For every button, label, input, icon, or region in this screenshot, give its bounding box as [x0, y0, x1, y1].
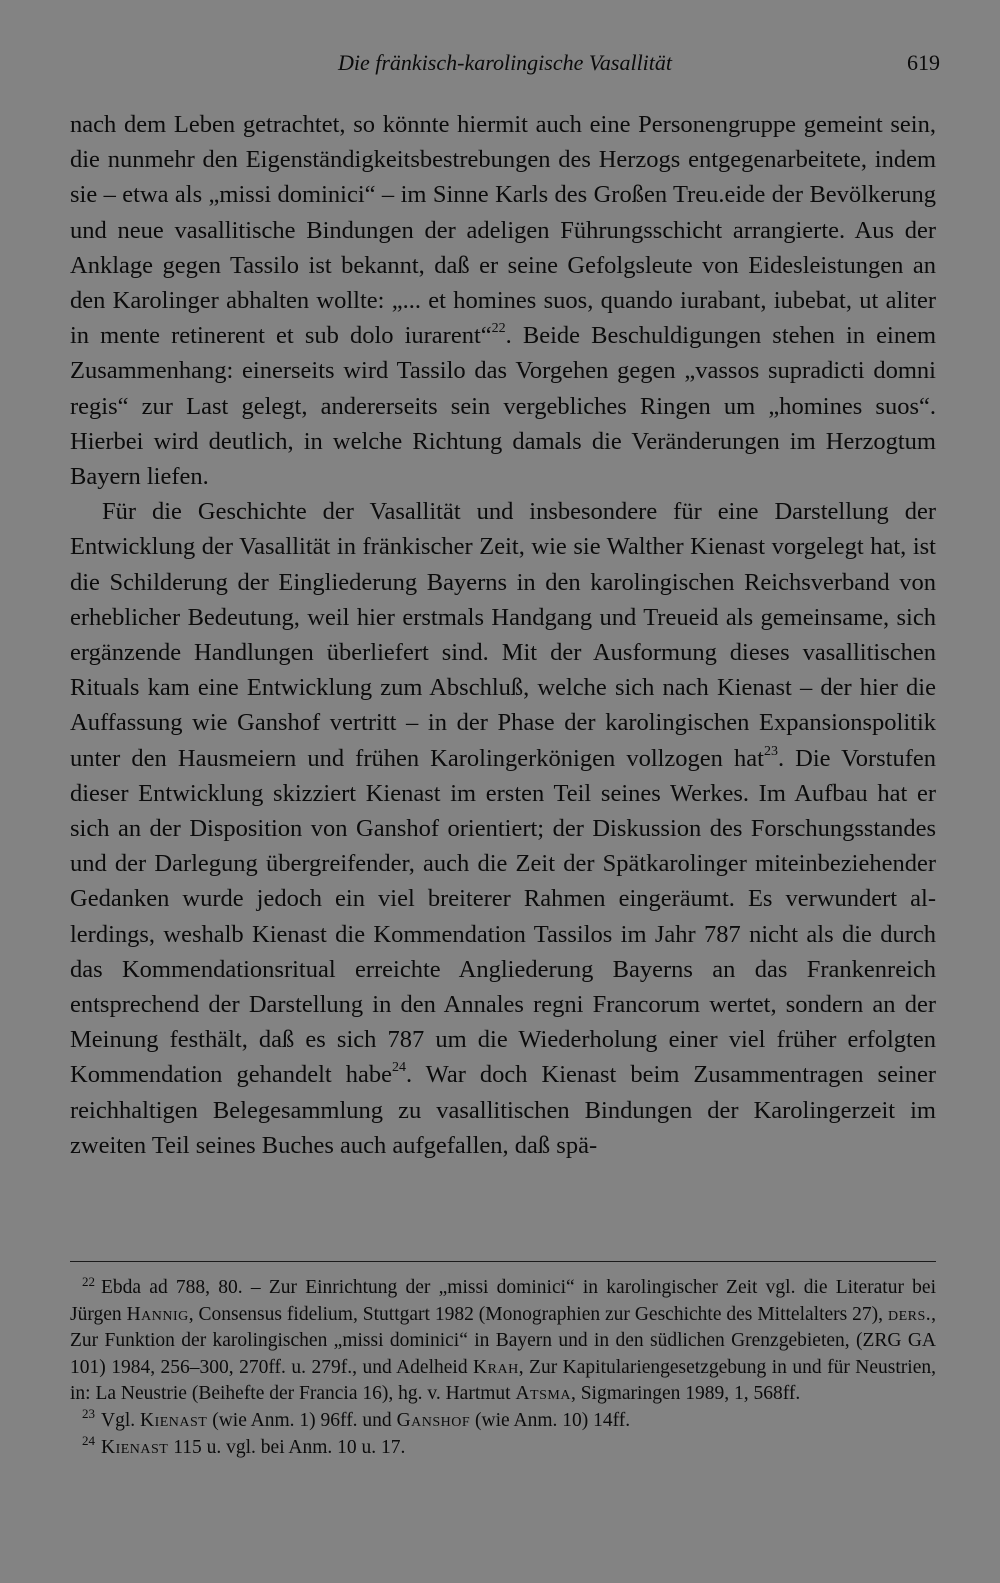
paragraph-1-text-a: nach dem Leben getrachtet, so könnte hiermit auch eine Personengruppe gemeint sein, die nunmehr den Eigenständigkeitsbestrebungen des Herzogs entgegenarbeitete, indem sie – etwa als „missi dominici“ – im Sinne Karls des Großen Treu.eide der Bevölkerung und neue vasallitische Bindungen der adeligen Führungsschicht arrangierte. Aus der Anklage gegen Tassilo ist bekannt, daß er seine Gefolgsleute von Eidesleistungen an den Karolinger abhalten wollte: „... et homines suos, quando iurabant, iubebat, ut aliter in mente retinerent et sub dolo iurarent“ [70, 111, 936, 350]
running-title: Die fränkisch-karolingische Vasallität [337, 50, 673, 75]
footnote-divider [70, 1261, 936, 1262]
running-header [70, 48, 940, 84]
footnote-number: 22 [82, 1273, 95, 1289]
author-name: Kienast [101, 1436, 169, 1458]
footnote-text: (wie Anm. 1) 96ff. und [207, 1409, 397, 1431]
footnote-22 [70, 1275, 936, 1408]
footnote-ref-23: 23 [763, 743, 778, 759]
footnote-ref-24: 24 [391, 1060, 406, 1076]
author-name: Kienast [140, 1409, 208, 1431]
paragraph-1-text-b: . Beide Beschuldigungen stehen in einem Zusammenhang: einerseits wird Tassilo das Vorgehen gegen „vassos supradicti domni regis“ zur Last gelegt, andererseits sein vergebliches Ringen um „homines suos“. Hierbei wird deutlich, in welche Richtung damals die Veränderungen im Herzogtum Bayern liefen. [70, 322, 936, 491]
paragraph-2-text-a: Für die Geschichte der Vasallität und insbesondere für eine Darstellung der Entwicklung der Vasallität in fränkischer Zeit, wie sie Walther Kienast vorgelegt hat, ist die Schilderung der Eingliederung Bayerns in den karolingischen Reichsverband von erheblicher Bedeutung, weil hier erstmals Handgang und Treueid als gemeinsame, sich ergänzende Handlungen überliefert sind. Mit der Ausformung dieses vasallitischen Rituals kam eine Entwicklung zum Abschluß, welche sich nach Kienast – der hier die Auffassung wie Ganshof vertritt – in der Phase der karolingischen Expansionspolitik unter den Hausmeiern und frühen Karolingerkönigen vollzogen hat [70, 498, 936, 772]
footnote-text: , Consensus fidelium, Stuttgart 1982 (Monographien zur Geschichte des Mittelalters 27), [188, 1303, 888, 1325]
footnote-text: (wie Anm. 10) 14ff. [470, 1409, 631, 1431]
author-name: Krah [473, 1356, 519, 1378]
author-name: Hannig [126, 1303, 189, 1325]
footnote-text: Ebda ad 788, 80. – Zur Einrichtung der „missi dominici“ in karolingischer Zeit vgl. die Literatur bei Jürgen [70, 1277, 936, 1325]
footnote-text: Vgl. [101, 1409, 140, 1431]
author-name: Atsma [515, 1383, 571, 1405]
footnote-text: , Zur Funktion der karolingischen „missi dominici“ in Bayern und in den südlichen Grenzgebieten, (ZRG GA 101) 1984, 256–300, 270ff. u. 279f., und Adelheid [70, 1303, 936, 1378]
paragraph-2-text-c: . War doch Kienast beim Zusammentragen seiner reichhaltigen Belegesammlung zu vasallitischen Bindungen der Karolingerzeit im zweiten Teil seines Buches auch aufgefallen, daß spä- [70, 1061, 936, 1159]
author-name: ders. [887, 1303, 932, 1325]
footnote-ref-22: 22 [491, 321, 506, 337]
footnote-text: 115 u. vgl. bei Anm. 10 u. 17. [168, 1436, 406, 1458]
footnote-text: , Sigmaringen 1989, 1, 568ff. [570, 1383, 801, 1405]
paragraph-1 [70, 107, 936, 494]
footnote-number: 23 [82, 1406, 95, 1422]
footnote-text: , Zur Kapitulariengesetzgebung in und für Neustrien, in: La Neustrie (Beihefte der Francia 16), hg. v. Hartmut [70, 1356, 936, 1405]
footnote-23 [70, 1408, 936, 1435]
paragraph-2 [70, 494, 936, 1163]
author-name: Ganshof [396, 1409, 471, 1431]
paragraph-2-text-b: . Die Vorstufen dieser Entwicklung skizziert Kienast im ersten Teil seines Werkes. Im Aufbau hat er sich an der Disposition von Ganshof orientiert; der Diskussion des Forschungsstandes und der Darlegung übergreifender, auch die Zeit der Spätkarolinger miteinbeziehender Gedanken wurde jedoch ein viel breiterer Rahmen eingeräumt. Es verwundert allerdings, weshalb Kienast die Kommendation Tassilos im Jahr 787 nicht als die durch das Kommendationsritual erreichte Angliederung Bayerns an das Frankenreich entsprechend der Darstellung in den Annales regni Francorum wertet, sondern an der Meinung festhält, daß es sich 787 um die Wiederholung einer viel früher erfolgten Kommendation gehandelt habe [70, 744, 936, 1089]
footnote-24 [70, 1435, 936, 1462]
footnote-number: 24 [82, 1433, 95, 1449]
page-number: 619 [907, 50, 940, 75]
body-text [70, 107, 936, 1163]
footnotes [70, 1275, 936, 1461]
